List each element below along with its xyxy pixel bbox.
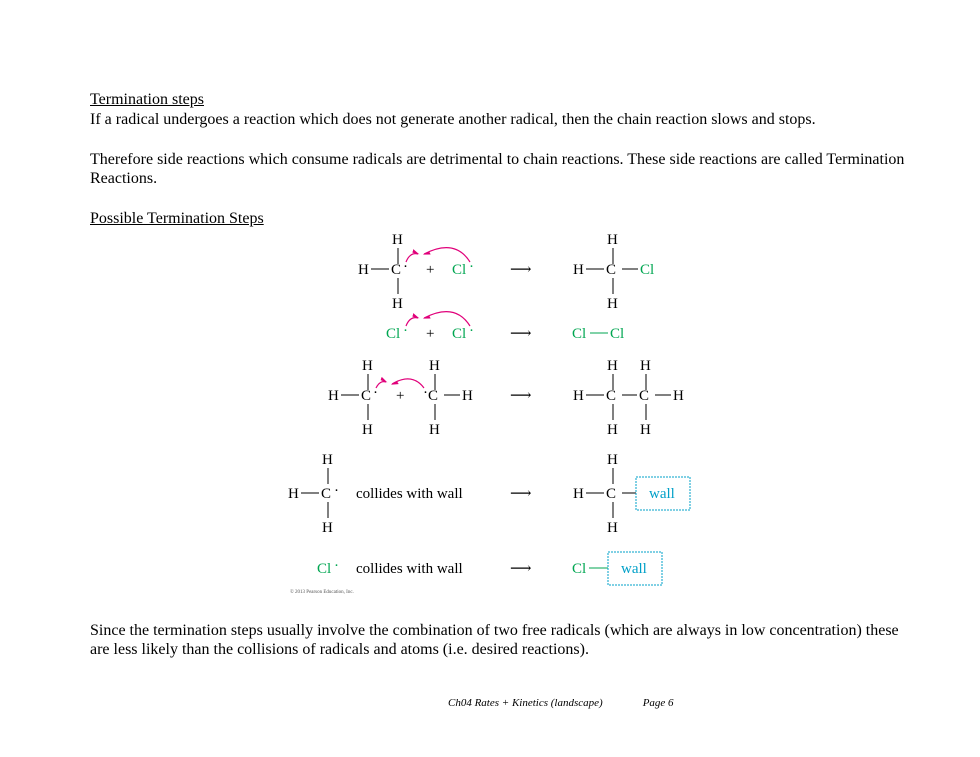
radical-dot: · <box>469 259 474 275</box>
reaction-methyl-wall <box>288 452 690 536</box>
electron-arrow <box>392 379 424 388</box>
reaction-arrow: ⟶ <box>510 326 532 342</box>
plus-sign: + <box>396 388 405 404</box>
plus-sign: + <box>426 326 435 342</box>
paragraph-side-reactions: Therefore side reactions which consume radicals are detrimental to chain reactions. These side reactions are called Termination Reactions. <box>90 151 905 187</box>
atom-cl: Cl <box>452 262 467 278</box>
electron-arrow <box>424 312 470 326</box>
paragraph-radical-reaction: If a radical undergoes a reaction which does not generate another radical, then the chain reaction slows and stops. <box>90 111 816 128</box>
atom-cl: Cl <box>452 326 467 342</box>
plus-sign: + <box>426 262 435 278</box>
atom-h: H <box>640 358 651 374</box>
atom-h: H <box>607 296 618 312</box>
wall-label: wall <box>621 561 647 577</box>
radical-dot: · <box>334 483 339 499</box>
atom-cl: Cl <box>610 326 625 342</box>
atom-c: C <box>428 388 439 404</box>
atom-h: H <box>573 388 584 404</box>
atom-h: H <box>362 358 373 374</box>
radical-dot: · <box>403 259 408 275</box>
atom-h: H <box>358 262 369 278</box>
atom-h: H <box>573 486 584 502</box>
footer-page-number: Page 6 <box>642 697 674 709</box>
wall-label: wall <box>649 486 675 502</box>
atom-c: C <box>321 486 332 502</box>
atom-cl: Cl <box>640 262 655 278</box>
reaction-methyl-methyl <box>328 358 684 438</box>
reaction-chlorine-chlorine <box>386 312 624 342</box>
atom-h: H <box>322 520 333 536</box>
atom-h: H <box>607 422 618 438</box>
atom-h: H <box>673 388 684 404</box>
atom-c: C <box>606 262 617 278</box>
atom-c: C <box>639 388 650 404</box>
atom-h: H <box>462 388 473 404</box>
atom-cl: Cl <box>572 561 587 577</box>
atom-h: H <box>607 232 618 248</box>
atom-c: C <box>606 388 617 404</box>
page-footer <box>448 697 674 709</box>
collides-with-wall-text: collides with wall <box>356 486 463 502</box>
atom-h: H <box>288 486 299 502</box>
atom-h: H <box>640 422 651 438</box>
radical-dot: · <box>423 385 428 401</box>
footer-title: Ch04 Rates + Kinetics (landscape) <box>448 697 603 709</box>
atom-h: H <box>607 358 618 374</box>
atom-h: H <box>607 452 618 468</box>
reaction-arrow: ⟶ <box>510 561 532 577</box>
atom-h: H <box>322 452 333 468</box>
atom-h: H <box>573 262 584 278</box>
atom-h: H <box>429 358 440 374</box>
collides-with-wall-text: collides with wall <box>356 561 463 577</box>
atom-cl: Cl <box>572 326 587 342</box>
heading-termination-steps-label: Termination steps <box>90 91 204 108</box>
atom-c: C <box>391 262 402 278</box>
atom-h: H <box>392 232 403 248</box>
atom-h: H <box>328 388 339 404</box>
atom-h: H <box>362 422 373 438</box>
atom-c: C <box>361 388 372 404</box>
electron-arrow <box>424 248 470 262</box>
atom-h: H <box>392 296 403 312</box>
atom-h: H <box>607 520 618 536</box>
radical-dot: · <box>469 323 474 339</box>
atom-cl: Cl <box>386 326 401 342</box>
copyright-notice: © 2013 Pearson Education, Inc. <box>290 590 354 595</box>
reaction-arrow: ⟶ <box>510 262 532 278</box>
reaction-chlorine-wall <box>317 552 662 585</box>
reaction-arrow: ⟶ <box>510 388 532 404</box>
radical-dot: · <box>373 385 378 401</box>
atom-h: H <box>429 422 440 438</box>
reaction-arrow: ⟶ <box>510 486 532 502</box>
heading-possible-termination-steps: Possible Termination Steps <box>90 210 264 227</box>
radical-dot: · <box>334 558 339 574</box>
reaction-methyl-chlorine <box>358 232 654 312</box>
atom-cl: Cl <box>317 561 332 577</box>
radical-dot: · <box>403 323 408 339</box>
atom-c: C <box>606 486 617 502</box>
paragraph-conclusion: Since the termination steps usually involve the combination of two free radicals (which are always in low concentration) these are less likely than the collisions of radicals and atoms (i.e. desired reactions). <box>90 622 899 658</box>
